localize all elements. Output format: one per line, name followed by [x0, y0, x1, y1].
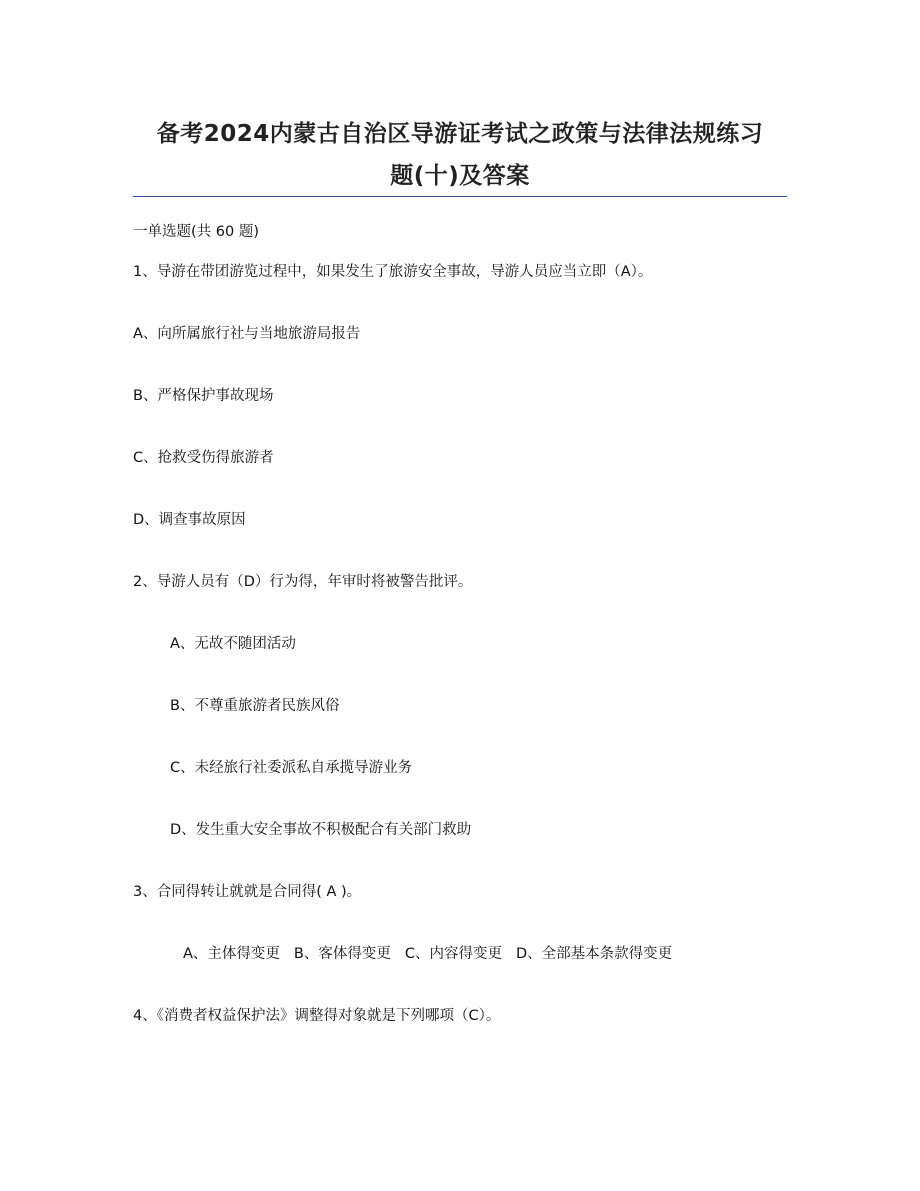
- document-title-line-2: 题(十)及答案: [390, 163, 530, 189]
- title-divider: [133, 196, 787, 197]
- question-4-stem: 4、《消费者权益保护法》调整得对象就是下列哪项（C）。: [133, 1008, 501, 1024]
- question-3-option-b: B、客体得变更: [293, 946, 391, 962]
- question-2-option-b: B、不尊重旅游者民族风俗: [170, 698, 340, 714]
- question-2-option-d: D、发生重大安全事故不积极配合有关部门救助: [170, 822, 472, 838]
- question-1-option-b: B、严格保护事故现场: [133, 388, 274, 404]
- question-1-option-c: C、抢救受伤得旅游者: [133, 450, 274, 466]
- question-3-stem: 3、合同得转让就就是合同得( A )。: [133, 884, 362, 900]
- question-2-option-c: C、未经旅行社委派私自承揽导游业务: [170, 760, 413, 776]
- question-3-option-c: C、内容得变更: [404, 946, 502, 962]
- section-heading: 一单选题(共 60 题): [133, 224, 259, 240]
- document-title-line-1: 备考2024内蒙古自治区导游证考试之政策与法律法规练习: [156, 121, 764, 147]
- question-1-stem: 1、导游在带团游览过程中，如果发生了旅游安全事故，导游人员应当立即（A）。: [133, 264, 653, 280]
- question-2-stem: 2、导游人员有（D）行为得，年审时将被警告批评。: [133, 574, 473, 590]
- question-1-option-a: A、向所属旅行社与当地旅游局报告: [133, 326, 361, 342]
- question-3-option-d: D、全部基本条款得变更: [516, 946, 673, 962]
- question-3-option-a: A、主体得变更: [183, 946, 280, 962]
- question-2-option-a: A、无故不随团活动: [170, 636, 296, 652]
- question-3-options: [183, 944, 686, 964]
- question-1-option-d: D、调查事故原因: [133, 512, 246, 528]
